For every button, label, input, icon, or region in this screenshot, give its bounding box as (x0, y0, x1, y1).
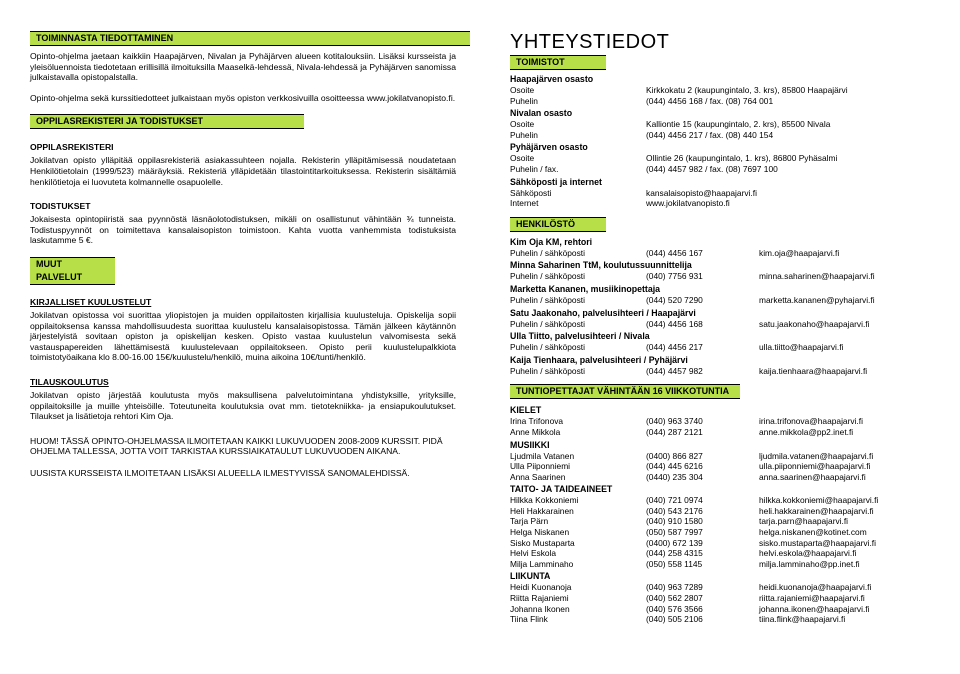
left-column (30, 0, 456, 478)
teacher-email[interactable]: helga.niskanen@kotinet.com (759, 527, 867, 538)
teacher-group-name: TAITO- JA TAIDEAINEET (510, 484, 613, 495)
teacher-email[interactable]: anne.mikkola@pp2.inet.fi (759, 426, 854, 437)
right-column (510, 0, 930, 625)
teacher-phone: (040) 963 3740 (646, 416, 703, 427)
row-label: Puhelin / sähköposti (510, 271, 585, 282)
row-label: Sähköposti (510, 187, 552, 198)
teacher-email[interactable]: irina.trifonova@haapajarvi.fi (759, 416, 863, 427)
teacher-row (510, 516, 930, 527)
staff-email[interactable]: kaija.tienhaara@haapajarvi.fi (759, 365, 868, 376)
teacher-row (510, 427, 930, 438)
staff-name: Satu Jaakonaho, palvelusihteeri / Haapajärvi (510, 307, 696, 318)
teacher-phone: (040) 562 2807 (646, 593, 703, 604)
notice-keep-program: HUOM! TÄSSÄ OPINTO-OHJELMASSA ILMOITETAAN KAIKKI LUKUVUODEN 2008-2009 KURSSIT. PIDÄ OHJELMA TALLESSA, JOTTA VOIT TARKISTAA KURSSIAIKATAULUT LUKUVUODEN AIKANA. (30, 435, 443, 457)
teacher-row (510, 527, 930, 538)
staff-email[interactable]: minna.saharinen@haapajarvi.fi (759, 271, 875, 282)
teacher-email[interactable]: johanna.ikonen@haapajarvi.fi (759, 603, 870, 614)
row-label: Osoite (510, 153, 535, 164)
row-value: Kirkkokatu 2 (kaupungintalo, 3. krs), 85800 Haapajärvi (646, 85, 848, 95)
row-label: Osoite (510, 85, 535, 95)
teacher-email[interactable]: riitta.rajaniemi@haapajarvi.fi (759, 593, 865, 604)
page-title: YHTEYSTIEDOT (510, 31, 670, 53)
teacher-row (510, 614, 930, 625)
staff-name: Ulla Tiitto, palvelusihteeri / Nivala (510, 331, 650, 342)
office-row (510, 130, 930, 141)
teacher-phone: (040) 910 1580 (646, 516, 703, 527)
staff-list (510, 237, 930, 377)
staff-entry (510, 260, 930, 282)
teacher-row (510, 559, 930, 570)
teacher-phone: (050) 587 7997 (646, 527, 703, 538)
office-pyhajarvi (510, 142, 930, 174)
teacher-group-name: LIIKUNTA (510, 571, 551, 582)
paragraph-certificates: Jokaisesta opintopiiristä saa pyynnöstä läsnäolotodistuksen, mikäli on osallistunut vähintään ¾ tunneista. Todistuspyynnöt on toimitettava kansalaisopiston toimistoon. Kahta vuotta vanhemmista todistuksista laskutamme 5 €. (30, 214, 456, 246)
row-label: Internet (510, 198, 539, 209)
staff-name: Kaija Tienhaara, palvelusihteeri / Pyhäjärvi (510, 354, 688, 365)
row-label: Puhelin / sähköposti (510, 342, 585, 353)
staff-name: Kim Oja KM, rehtori (510, 236, 593, 247)
teacher-email[interactable]: ulla.piiponniemi@haapajarvi.fi (759, 461, 871, 472)
teacher-name: Irina Trifonova (510, 416, 564, 427)
office-haapajarvi (510, 74, 930, 106)
teacher-row (510, 461, 930, 472)
teacher-group-name: MUSIIKKI (510, 439, 550, 450)
row-label: Puhelin / sähköposti (510, 247, 585, 258)
paragraph-register: Jokilatvan opisto ylläpitää oppilasrekisteriä asiakassuhteen nojalla. Rekisterin ylläpitämisessä noudatetaan Henkilötietolain (1999/523) määräyksiä. Rekisteriä ylläpidetään tilastointitarkoituksessa. Rekisterin sisältämiä henkilötietoja ei luovuteta kolmannelle osapuolelle. (30, 155, 456, 187)
teacher-row (510, 451, 930, 462)
teacher-name: Johanna Ikonen (510, 603, 570, 614)
teacher-group-liikunta (510, 571, 930, 624)
teacher-email[interactable]: tiina.flink@haapajarvi.fi (759, 614, 846, 625)
teacher-row (510, 416, 930, 427)
row-label: Puhelin / sähköposti (510, 318, 585, 329)
staff-email[interactable]: kim.oja@haapajarvi.fi (759, 247, 840, 258)
teacher-row (510, 506, 930, 517)
teacher-phone: (040) 963 7289 (646, 582, 703, 593)
staff-row (510, 271, 930, 282)
header-tuntiopettajat: TUNTIOPETTAJAT VÄHINTÄÄN 16 VIIKKOTUNTIA (510, 384, 740, 399)
teacher-phone: (0400) 672 139 (646, 537, 703, 548)
row-label: Osoite (510, 119, 535, 130)
row-label: Puhelin / sähköposti (510, 294, 585, 305)
staff-phone: (044) 4456 167 (646, 247, 703, 258)
row-label: Puhelin / fax. (510, 163, 559, 174)
office-row (510, 85, 930, 96)
staff-phone: (044) 520 7290 (646, 294, 703, 305)
staff-name: Marketta Kananen, musiikinopettaja (510, 283, 661, 294)
staff-email[interactable]: satu.jaakonaho@haapajarvi.fi (759, 318, 870, 329)
teacher-name: Milja Lamminaho (510, 558, 574, 569)
teacher-name: Sisko Mustaparta (510, 537, 575, 548)
row-label: Puhelin / sähköposti (510, 365, 585, 376)
staff-row (510, 366, 930, 377)
paragraph-custom-training: Jokilatvan opisto järjestää koulutusta myös maksullisena palvelutoimintana yhdistyksille, yrityksille, oppilaitoksille ja muille yhteisöille. Toteutuneita koulutuksia ovat mm. tietotekniikka- ja ensiapukoulutukset. Tilaukset ja lisätietoja rehtori Kim Oja. (30, 389, 456, 422)
paragraph-distribution: Opinto-ohjelma jaetaan kaikkiin Haapajärven, Nivalan ja Pyhäjärven alueen kotitalouksiin. Lisäksi kursseista ja yleisöluennoista tiedotetaan erillisillä ilmoituksilla Maaselkä-lehdessä, Nivala-lehdessä ja Pyhäjärven sanomissa julkaistavalla opistopalstalla. (30, 51, 456, 83)
office-row (510, 198, 930, 209)
teacher-email[interactable]: heli.hakkarainen@haapajarvi.fi (759, 505, 874, 516)
teacher-email[interactable]: sisko.mustaparta@haapajarvi.fi (759, 537, 876, 548)
staff-row (510, 295, 930, 306)
staff-entry (510, 284, 930, 306)
row-value: Kalliontie 15 (kaupungintalo, 2. krs), 85500 Nivala (646, 119, 831, 130)
teacher-row (510, 495, 930, 506)
staff-entry (510, 355, 930, 377)
teacher-phone: (040) 576 3566 (646, 603, 703, 614)
teacher-name: Anne Mikkola (510, 426, 561, 437)
teacher-phone: (050) 558 1145 (646, 558, 703, 569)
office-row (510, 188, 930, 199)
row-value: (044) 4457 982 / fax. (08) 7697 100 (646, 163, 778, 174)
header-toimistot: TOIMISTOT (510, 55, 606, 70)
subheading-tilauskoulutus: TILAUSKOULUTUS (30, 376, 109, 387)
row-label: Puhelin (510, 95, 538, 106)
teacher-name: Ljudmila Vatanen (510, 450, 575, 461)
teacher-phone: (040) 505 2106 (646, 614, 703, 625)
staff-email[interactable]: marketta.kananen@pyhajarvi.fi (759, 294, 875, 305)
row-label: Puhelin (510, 129, 538, 140)
office-row (510, 119, 930, 130)
teacher-name: Heidi Kuonanoja (510, 582, 572, 593)
office-name: Pyhäjärven osasto (510, 142, 588, 153)
staff-entry (510, 237, 930, 259)
office-row (510, 153, 930, 164)
staff-entry (510, 308, 930, 330)
teacher-row (510, 538, 930, 549)
teacher-name: Anna Saarinen (510, 471, 566, 482)
teacher-group-taito-taideaineet (510, 484, 930, 569)
teacher-name: Riitta Rajaniemi (510, 593, 569, 604)
teacher-name: Ulla Piiponniemi (510, 461, 571, 472)
teacher-email[interactable]: heidi.kuonanoja@haapajarvi.fi (759, 582, 872, 593)
teacher-name: Tarja Pärn (510, 516, 549, 527)
header-toiminnasta-tiedottaminen: TOIMINNASTA TIEDOTTAMINEN (30, 31, 470, 46)
office-name: Haapajärven osasto (510, 74, 594, 84)
teacher-name: Tiina Flink (510, 614, 548, 625)
teacher-row (510, 472, 930, 483)
teacher-name: Heli Hakkarainen (510, 505, 574, 516)
teacher-name: Hilkka Kokkoniemi (510, 495, 579, 506)
staff-phone: (044) 4456 217 (646, 342, 703, 353)
teacher-name: Helvi Eskola (510, 548, 557, 559)
teacher-email[interactable]: helvi.eskola@haapajarvi.fi (759, 548, 857, 559)
staff-row (510, 342, 930, 353)
teacher-phone: (040) 543 2176 (646, 505, 703, 516)
office-nivala (510, 108, 930, 140)
teacher-phone: (0400) 866 827 (646, 450, 703, 461)
subheading-kirjalliset-kuulustelut: KIRJALLISET KUULUSTELUT (30, 296, 152, 307)
website-link[interactable]: www.jokilatvanopisto.fi (646, 198, 730, 209)
staff-entry (510, 331, 930, 353)
teacher-name: Helga Niskanen (510, 527, 570, 538)
row-value: Ollintie 26 (kaupungintalo, 1. krs), 86800 Pyhäsalmi (646, 153, 838, 164)
teacher-email[interactable]: ljudmila.vatanen@haapajarvi.fi (759, 450, 874, 461)
subheading-oppilasrekisteri: OPPILASREKISTERI (30, 142, 114, 153)
teacher-phone: (040) 721 0974 (646, 495, 703, 506)
teacher-email[interactable]: milja.lamminaho@pp.inet.fi (759, 558, 860, 569)
staff-email[interactable]: ulla.tiitto@haapajarvi.fi (759, 342, 844, 353)
office-row (510, 164, 930, 175)
teacher-group-kielet (510, 405, 930, 437)
staff-phone: (044) 4456 168 (646, 318, 703, 329)
paragraph-website: Opinto-ohjelma sekä kurssitiedotteet julkaistaan myös opiston verkkosivuilla osoitteessa www.jokilatvanopisto.fi. (30, 92, 456, 103)
teacher-phone: (044) 287 2121 (646, 426, 703, 437)
teacher-phone: (044) 445 6216 (646, 461, 703, 472)
offices-list (510, 74, 930, 209)
teacher-group-musiikki (510, 440, 930, 483)
notice-new-courses: UUSISTA KURSSEISTA ILMOITETAAN LISÄKSI ALUEELLA ILMESTYVISSÄ SANOMALEHDISSÄ. (30, 467, 410, 478)
header-oppilasrekisteri-todistukset: OPPILASREKISTERI JA TODISTUKSET (30, 114, 304, 129)
row-value: (044) 4456 217 / fax. (08) 440 154 (646, 129, 774, 140)
teacher-email[interactable]: anna.saarinen@haapajarvi.fi (759, 471, 866, 482)
teacher-group-name: KIELET (510, 405, 542, 416)
teacher-row (510, 548, 930, 559)
staff-phone: (044) 4457 982 (646, 365, 703, 376)
teacher-email[interactable]: hilkka.kokkoniemi@haapajarvi.fi (759, 495, 879, 506)
teacher-phone: (0440) 235 304 (646, 471, 703, 482)
office-name: Nivalan osasto (510, 108, 573, 119)
paragraph-exams: Jokilatvan opistossa voi suorittaa yliopistojen ja muiden oppilaitosten kirjallisia kuulusteluja. Opiskelija sopii oppilaitoksensa kanssa mahdollisuudesta suorittaa kuulustelu kansalaisopistossa. Tämän jälkeen käytännön järjestelyistä sovitaan opiston ja opiskelijan kesken. Opisto vastaa kuulustelun valvomisesta sekä vastauspapereiden lähettämisestä kuulustelevaan oppilaitokseen. Opisto perii kuulustelupalkkiota toimistotyöaikana klo 8.00-16.00 15€/kuulustelu/henkilö, muina aikoina 10€/tunti/henkilö. (30, 309, 456, 363)
teacher-row (510, 582, 930, 593)
staff-row (510, 248, 930, 259)
office-row (510, 96, 930, 107)
staff-name: Minna Saharinen TtM, koulutussuunnittelija (510, 260, 692, 271)
row-value: (044) 4456 168 / fax. (08) 764 001 (646, 95, 774, 106)
header-muut-palvelut: MUUT PALVELUT (30, 257, 115, 285)
staff-phone: (040) 7756 931 (646, 271, 703, 282)
teacher-row (510, 604, 930, 615)
office-name: Sähköposti ja internet (510, 176, 602, 187)
header-henkilosto: HENKILÖSTÖ (510, 217, 606, 232)
office-email-internet (510, 177, 930, 209)
teachers-list (510, 405, 930, 625)
staff-row (510, 319, 930, 330)
subheading-todistukset: TODISTUKSET (30, 201, 91, 212)
email-link[interactable]: kansalaisopisto@haapajarvi.fi (646, 187, 757, 198)
teacher-phone: (044) 258 4315 (646, 548, 703, 559)
teacher-row (510, 593, 930, 604)
teacher-email[interactable]: tarja.parn@haapajarvi.fi (759, 516, 849, 527)
